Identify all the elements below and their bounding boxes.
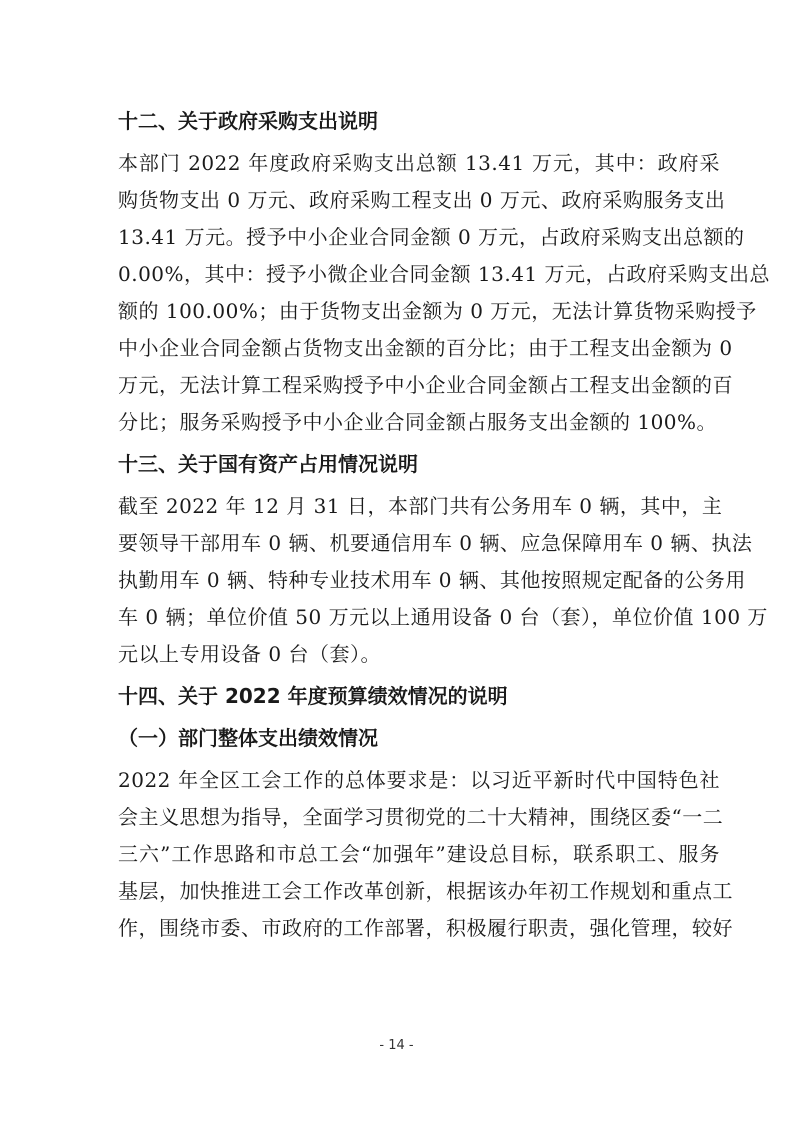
paragraph-line: 会主义思想为指导，全面学习贯彻党的二十大精神，围绕区委“一二	[118, 805, 724, 829]
paragraph-line: 基层，加快推进工会工作改革创新，根据该办年初工作规划和重点工	[118, 879, 733, 903]
section-13-heading: 十三、关于国有资产占用情况说明	[118, 452, 418, 476]
paragraph-line: 额的 100.00%；由于货物支出金额为 0 万元，无法计算货物采购授予	[118, 299, 757, 323]
section-12-heading: 十二、关于政府采购支出说明	[118, 109, 378, 133]
paragraph-line: 中小企业合同金额占货物支出金额的百分比；由于工程支出金额为 0	[118, 336, 733, 360]
paragraph-line: 元以上专用设备 0 台（套）。	[118, 642, 381, 666]
paragraph-line: 分比；服务采购授予中小企业合同金额占服务支出金额的 100%。	[118, 410, 718, 434]
paragraph-line: 要领导干部用车 0 辆、机要通信用车 0 辆、应急保障用车 0 辆、执法	[118, 531, 753, 555]
section-14-subheading: （一）部门整体支出绩效情况	[118, 726, 378, 750]
page-number: - 14 -	[379, 1038, 414, 1053]
paragraph-line: 13.41 万元。授予中小企业合同金额 0 万元，占政府采购支出总额的	[118, 225, 745, 249]
section-13-paragraph	[118, 488, 768, 673]
section-14-heading: 十四、关于 2022 年度预算绩效情况的说明	[118, 684, 508, 708]
section-12-paragraph	[118, 145, 771, 441]
document-body	[118, 103, 771, 947]
paragraph-line: 购货物支出 0 万元、政府采购工程支出 0 万元、政府采购服务支出	[118, 188, 726, 212]
section-12	[118, 103, 771, 441]
paragraph-line: 作，围绕市委、市政府的工作部署，积极履行职责，强化管理，较好	[118, 916, 733, 940]
section-14-paragraph	[118, 762, 733, 947]
paragraph-line: 执勤用车 0 辆、特种专业技术用车 0 辆、其他按照规定配备的公务用	[118, 568, 746, 592]
paragraph-line: 0.00%，其中：授予小微企业合同金额 13.41 万元，占政府采购支出总	[118, 262, 771, 286]
paragraph-line: 截至 2022 年 12 月 31 日，本部门共有公务用车 0 辆，其中，主	[118, 494, 723, 518]
paragraph-line: 2022 年全区工会工作的总体要求是：以习近平新时代中国特色社	[118, 768, 720, 792]
paragraph-line: 三六”工作思路和市总工会“加强年”建设总目标，联系职工、服务	[118, 842, 720, 866]
paragraph-line: 本部门 2022 年度政府采购支出总额 13.41 万元，其中：政府采	[118, 151, 720, 175]
paragraph-line: 车 0 辆；单位价值 50 万元以上通用设备 0 台（套），单位价值 100 万	[118, 605, 768, 629]
paragraph-line: 万元，无法计算工程采购授予中小企业合同金额占工程支出金额的百	[118, 373, 733, 397]
section-14	[118, 678, 733, 947]
section-13	[118, 446, 768, 673]
